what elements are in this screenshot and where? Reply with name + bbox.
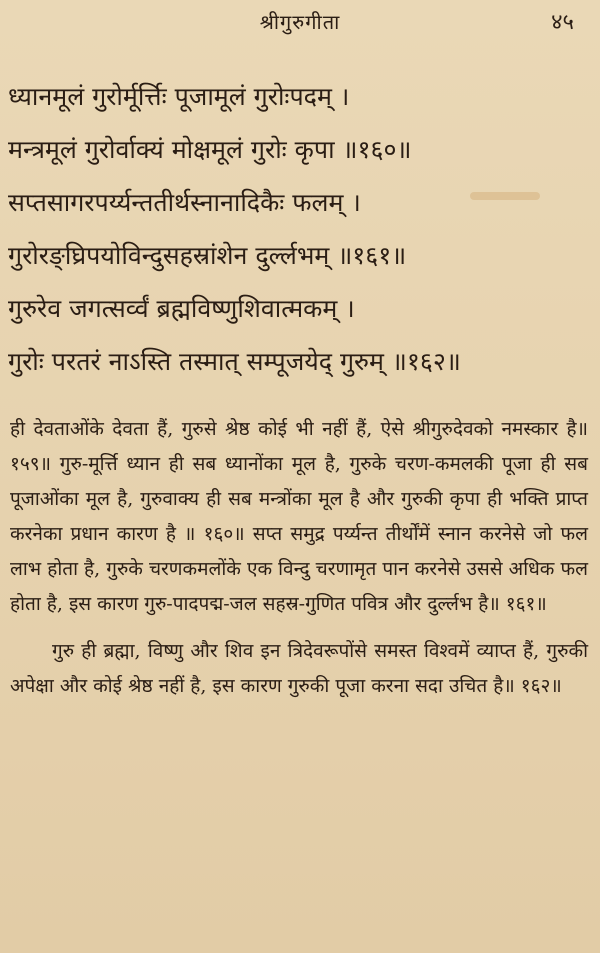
verse-line: मन्त्रमूलं गुरोर्वाक्यं मोक्षमूलं गुरोः कृपा ॥१६०॥ <box>8 135 412 164</box>
verse-line: ध्यानमूलं गुरोर्मूर्त्तिः पूजामूलं गुरोःपदम् । <box>8 82 350 111</box>
running-title: श्रीगुरुगीता <box>259 10 341 34</box>
sanskrit-verses <box>8 70 590 388</box>
hindi-commentary <box>10 412 588 704</box>
verse-line: गुरोः परतरं नाऽस्ति तस्मात् सम्पूजयेद् गुरुम् ॥१६२॥ <box>8 347 461 376</box>
page-header <box>0 6 600 40</box>
verse-line: गुरोरङ्घ्रिपयोविन्दुसहस्रांशेन दुर्ल्लभम् ॥१६१॥ <box>8 241 407 270</box>
verse-line: गुरुरेव जगत्सर्व्वं ब्रह्मविष्णुशिवात्मकम् । <box>8 294 355 323</box>
page-number: ४५ <box>551 10 574 35</box>
commentary-paragraph: गुरु ही ब्रह्मा, विष्णु और शिव इन त्रिदेवरूपोंसे समस्त विश्वमें व्याप्त हैं, गुरुकी अपेक्षा और कोई श्रेष्ठ नहीं है, इस कारण गुरुकी पूजा करना सदा उचित है॥ १६२॥ <box>10 640 588 697</box>
verse-line: सप्तसागरपर्य्यन्ततीर्थस्नानादिकैः फलम् । <box>8 188 361 217</box>
commentary-paragraph: ही देवताओंके देवता हैं, गुरुसे श्रेष्ठ कोई भी नहीं हैं, ऐसे श्रीगुरुदेवको नमस्कार है॥ १५९॥ गुरु-मूर्त्ति ध्यान ही सब ध्यानोंका मूल है, गुरुके चरण-कमलकी पूजा ही सब पूजाओंका मूल है, गुरुवाक्य ही सब मन्त्रोंका मूल है और गुरुकी कृपा ही भक्ति प्राप्त करनेका प्रधान कारण है ॥ १६०॥ सप्त समुद्र पर्य्यन्त तीर्थोंमें स्नान करनेसे जो फल लाभ होता है, गुरुके चरणकमलोंके एक विन्दु चरणामृत पान करनेसे उससे अधिक फल होता है, इस कारण गुरु-पादपद्म-जल सहस्र-गुणित पवित्र और दुर्ल्लभ है॥ १६१॥ <box>10 418 588 615</box>
